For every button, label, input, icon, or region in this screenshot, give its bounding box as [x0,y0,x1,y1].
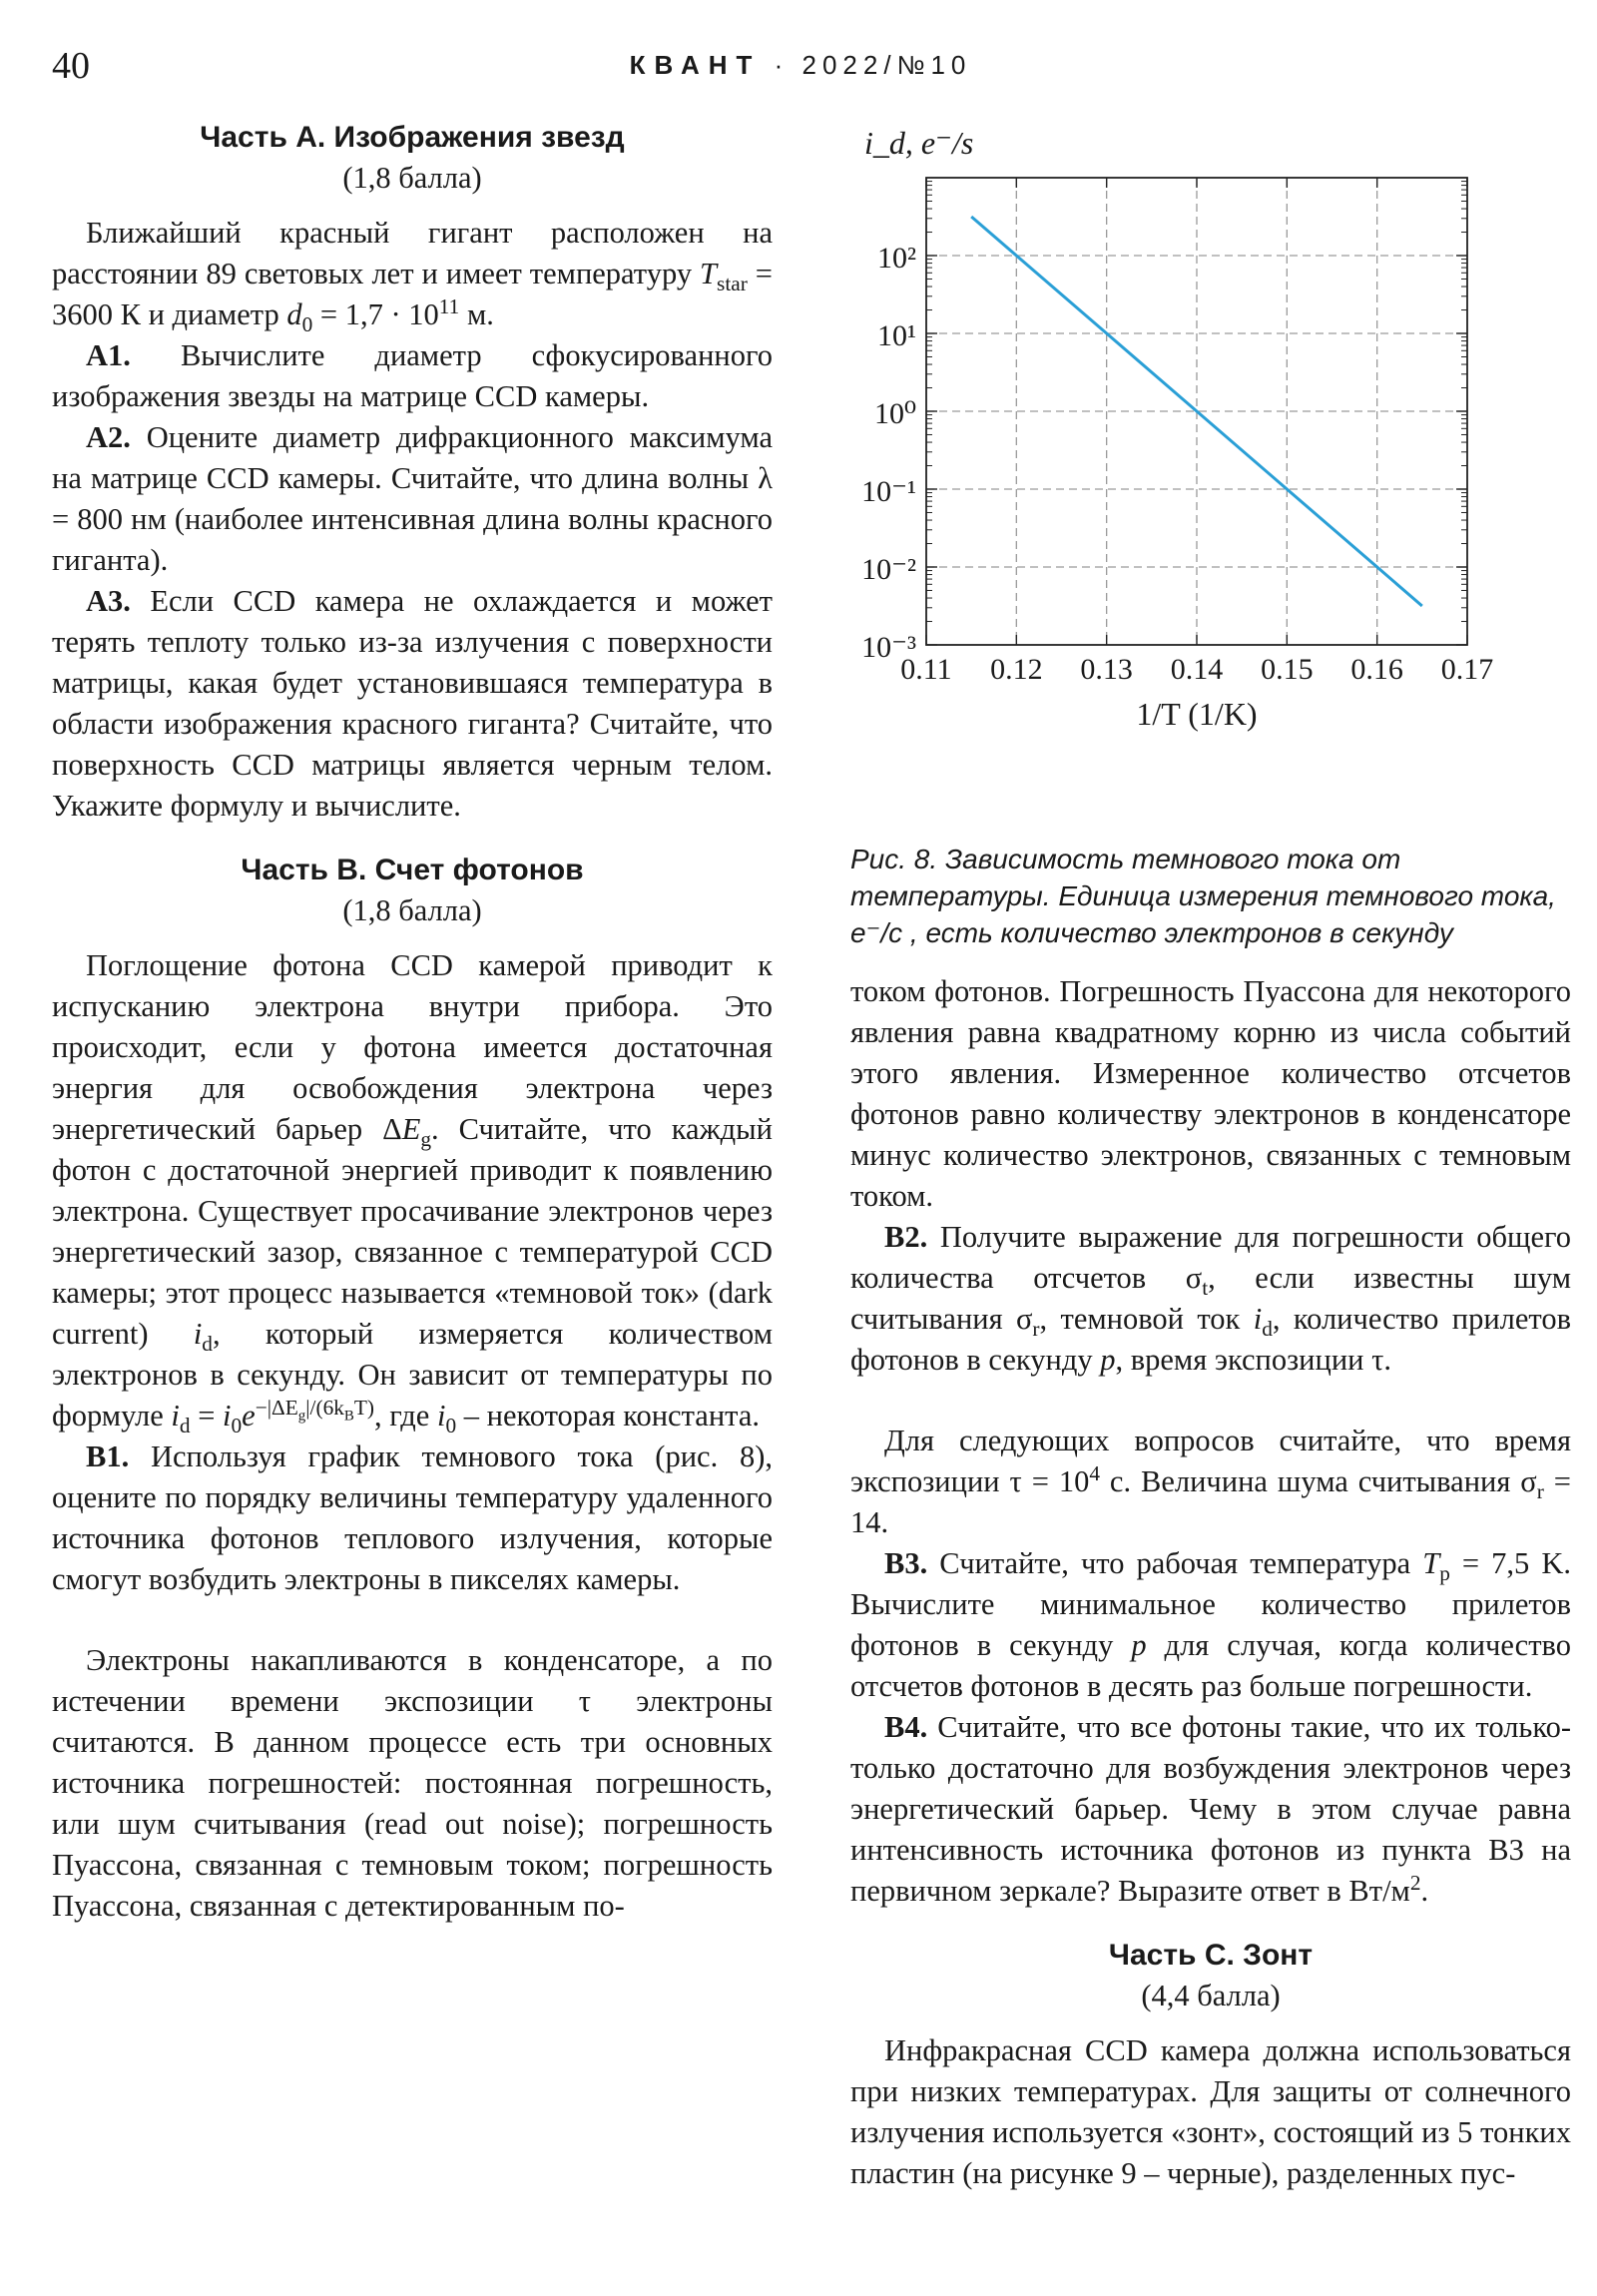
chart-svg [850,118,1571,837]
x-tick-label: 0.16 [1350,653,1403,686]
question-a2: A2. Оцените диаметр дифракционного максимума на матрице CCD камеры. Считайте, что длина волны λ = 800 нм (наиболее интенсивная длина волны красного гиганта). [52,420,773,577]
question-a3: A3. Если CCD камера не охлаждается и может терять теплоту только из-за излучения с поверхности матрицы, какая будет установившаяся температура в области изображения красного гиганта? Считайте, что поверхность CCD матрицы является черным телом. Укажите формулу и вычислите. [52,584,773,823]
x-tick-label: 0.11 [900,653,952,686]
issue-number: · 2022/№10 [774,50,972,80]
y-axis-label: i_d, e⁻/s [864,125,974,161]
x-tick-label: 0.15 [1261,653,1314,686]
question-a3-label: A3. [86,584,131,618]
figure-caption: Рис. 8. Зависимость темнового тока от температуры. Единица измерения темнового тока, e⁻/c , есть количество электронов в секунду [850,844,1556,948]
dark-current-formula: $i_d = i_0e^{-|\Delta E_g|/(6k_BT)}$ [171,1395,375,1438]
x-tick-label: 0.12 [990,653,1043,686]
part-a-title: Часть A. Изображения звезд [200,121,625,154]
page-header [52,44,1549,94]
x-tick-label: 0.14 [1170,653,1224,686]
question-a2-label: A2. [86,420,131,454]
right-column [850,118,1571,2194]
x-tick-label: 0.13 [1080,653,1133,686]
part-c-title: Часть C. Зонт [1108,1939,1314,1972]
journal-name: КВАНТ [629,50,762,80]
x-axis-label: 1/T (1/K) [1136,696,1258,732]
part-c-paragraph: Инфракрасная CCD камера должна использоваться при низких температурах. Для защиты от солнечного излучения используется «зонт», состоящий из 5 тонких пластин (на рисунке 9 – черные), разделенных пус- [850,2033,1571,2190]
y-tick-label: 10¹ [877,319,916,352]
question-b1: B1. Используя график темнового тока (рис. 8), оцените по порядку величины температуру удаленного источника фотонов теплового излучения, которые смогут возбудить электроны в пикселях камеры. [52,1439,773,1596]
right-continuation: током фотонов. Погрешность Пуассона для некоторого явления равна квадратному корню из числа событий этого явления. Измеренное количество отсчетов фотонов равно количеству электронов в конденсаторе минус количество электронов, связанных с темновым током. [850,974,1571,1213]
y-tick-label: 10⁰ [873,397,916,430]
left-column [52,118,773,1927]
part-b-paragraph-1: Поглощение фотона CCD камерой приводит к испусканию электрона внутри прибора. Это происходит, если у фотона имеется достаточная энергия для освобождения электрона через энергетический барьер $\Delta E_g$. Считайте, что каждый фотон с достаточной энергией приводит к появлению электрона. Существует просачивание электронов через энергетический зазор, связанное с температурой CCD камеры; этот процесс называется «темновой ток» (dark current) $i_d$, который измеряется количеством электронов в секунду. Он зависит от температуры по формуле $i_d = i_0e^{-|\Delta E_g|/(6k_BT)}$, где $i_0$ – некоторая константа. [52,948,773,1438]
dark-current-chart [850,118,1571,837]
question-b2: B2. Получите выражение для погрешности общего количества отсчетов $\sigma_t$, если известны шум считывания $\sigma_r$, темновой ток $i_d$, количество прилетов фотонов в секунду p, время экспозиции τ. [850,1220,1572,1377]
part-a-intro: Ближайший красный гигант расположен на расстоянии 89 световых лет и имеет температуру $T_{star} = 3600$ К и диаметр $d_0 = 1,7 \cdot 10^{11}$ м. [52,216,774,337]
question-b4: B4. Считайте, что все фотоны такие, что их только-только достаточно для возбуждения электронов через энергетический барьер. Чему в этом случае равна интенсивность источника фотонов из пункта B3 на первичном зеркале? Выразите ответ в $Вт/м^2$. [850,1710,1571,1908]
x-tick-label: 0.17 [1440,653,1494,686]
part-a-points: (1,8 балла) [342,161,482,195]
y-tick-label: 10² [877,242,916,275]
question-a1-label: A1. [86,338,131,372]
y-tick-label: 10⁻² [861,553,916,586]
part-c-points: (4,4 балла) [1141,1979,1281,2012]
part-b-points: (1,8 балла) [342,893,482,927]
question-b2-label: B2. [884,1220,928,1254]
part-b-paragraph-2: Электроны накапливаются в конденсаторе, а по истечении времени экспозиции τ электроны считаются. В данном процессе есть три основных источника погрешностей: постоянная погрешность, или шум считывания (read out noise); погрешность Пуассона, связанная с темновым током; погрешность Пуассона, связанная с детектированным по- [52,1643,773,1923]
page-number: 40 [52,45,90,87]
question-b3-label: B3. [884,1546,928,1580]
y-tick-label: 10⁻³ [861,631,916,664]
question-b4-label: B4. [884,1710,928,1744]
conditions-paragraph: Для следующих вопросов считайте, что время экспозиции $\tau = 10^4$ с. Величина шума считывания $\sigma_r = 14$. [850,1424,1571,1539]
part-b-title: Часть B. Счет фотонов [241,854,584,886]
question-b1-label: B1. [86,1439,130,1473]
y-tick-label: 10⁻¹ [861,475,916,508]
question-b3: B3. Считайте, что рабочая температура $T_p = 7,5$ K. Вычислите минимальное количество прилетов фотонов в секунду p для случая, когда количество отсчетов фотонов в десять раз больше погрешности. [850,1546,1571,1703]
journal-title [52,50,1549,81]
question-a1: A1. Вычислите диаметр сфокусированного изображения звезды на матрице CCD камеры. [52,338,773,413]
